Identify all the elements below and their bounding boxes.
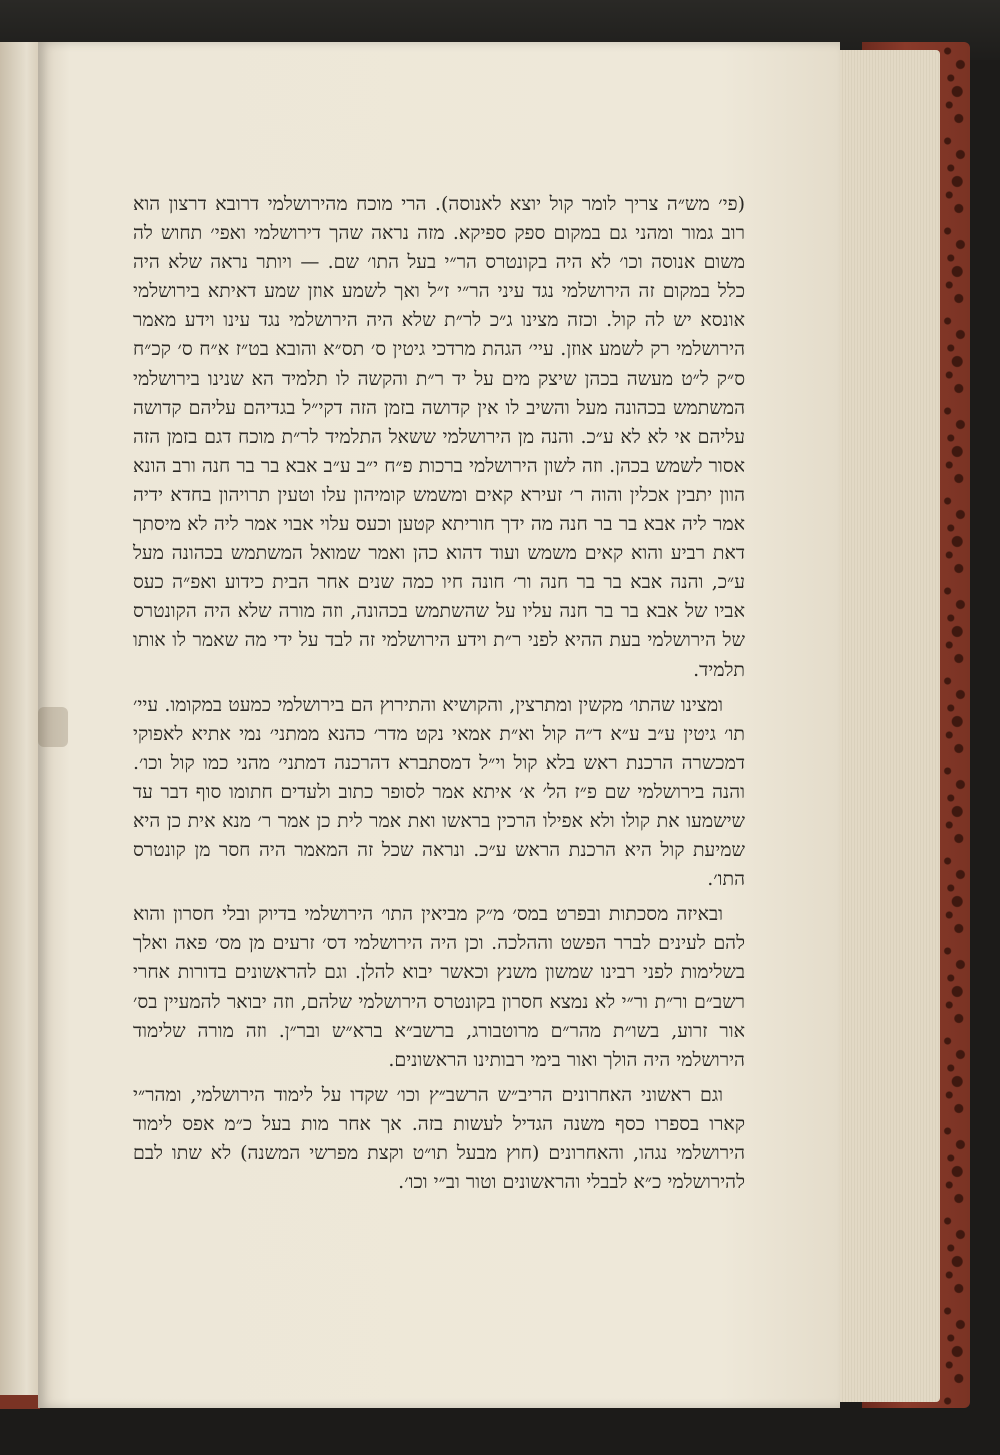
paragraph-4: וגם ראשוני האחרונים הריב״ש הרשב״ץ וכו׳ שקדו על לימוד הירושלמי, ומהר״י קארו בספרו כסף משנה הגדיל לעשות בזה. אך אחר מות בעל כ״מ אפס לימוד הירושלמי נגהו, והאחרונים (חוץ מבעל תו״ט וקצת מפרשי המשנה) לא שתו לבם להירושלמי כ״א לבבלי והראשונים וטור וב״י וכו׳. [133,1083,745,1194]
paragraph-2: ומצינו שהתו׳ מקשין ומתרצין, והקושיא והתירוץ הם בירושלמי כמעט במקומו. עיי׳ תו׳ גיטין ע״ב ע״א ד״ה קול וא״ת אמאי נקט מדר׳ כהנא ממתני׳ נמי אתיא לאפוקי דמכשרה הרכנת ראש בלא קול וי״ל דמסתברא דהרכנה דמתני׳ מהני כמו קול וכו׳. והנה בירושלמי שם פ״ז הל׳ א׳ איתא אמר לסופר כתוב ולעדים חתומו סוף דבר עד שישמעו את קולו ולא אפילו הרכין בראשו ואת אמר לית כן אמר ר׳ מנא אית כן היא שמיעת קול היא הרכנת הראש ע״כ. ונראה שכל זה המאמר היה חסר מן קונטרס התו׳. [133,693,745,891]
page-stain [38,707,68,747]
paragraph-3: ובאיזה מסכתות ובפרט במס׳ מ״ק מביאין התו׳ הירושלמי בדיוק ובלי חסרון והוא להם לעינים לברר הפשט וההלכה. וכן היה הירושלמי דס׳ זרעים מן מס׳ פאה ואלך בשלימות לפני רבינו שמשון משנץ וכאשר יבוא להלן. וגם להראשונים בדורות אחרי רשב״ם ור״ת ור״י לא נמצא חסרון בקונטרס הירושלמי שלהם, וזה יבואר להמעיין בס׳ אור זרוע, בשו״ת מהר״ם מרוטבורג, ברשב״א ברא״ש ובר״ן. וזה מורה שלימוד הירושלמי היה הולך ואור בימי רבותינו הראשונים. [133,903,745,1071]
page-text [133,190,745,1203]
page-edges [832,50,940,1402]
cover-edge-speckle [938,42,970,1408]
left-cover-corner [0,1395,40,1409]
book-page [38,42,840,1408]
paragraph-1: (פי׳ מש״ה צריך לומר קול יוצא לאנוסה). הרי מוכח מהירושלמי דרובא דרצון הוא רוב גמור ומהני גם במקום ספק ספיקא. מזה נראה שהך דירושלמי ואפי׳ תחוש לה משום אנוסה וכו׳ לא היה בקונטרס הר״י בעל התו׳ שם. — ויותר נראה שלא היה כלל במקום זה הירושלמי נגד עיני הר״י ז״ל ואך לשמע אוזן שמע דאיתא בירושלמי אונסא יש לה קול. וכזה מצינו ג״כ לר״ת שלא היה הירושלמי נגד עינו וידע מאמר הירושלמי רק לשמע אוזן. עיי׳ הגהת מרדכי גיטין ס׳ תס״א והובא בט״ז א״ח ס׳ קכ״ח ס״ק ל״ט מעשה בכהן שיצק מים על יד ר״ת והקשה לו תלמיד הא שנינו בירושלמי המשתמש בכהונה מעל והשיב לו אין קדושה בזמן הזה דקי״ל בגדיהם עליהם קדושה עליהם אי לא לא ע״כ. והנה מן הירושלמי ששאל התלמיד לר״ת מוכח דגם בזמן הזה אסור לשמש בכהן. וזה לשון הירושלמי ברכות פ״ח י״ב ע״ב אבא בר בר חנה ורב הונא הוון יתבין אכלין והוה ר׳ זעירא קאים ומשמש קומיהון עלו וטעין תרויהון בחדא ידיה אמר ליה אבא בר בר חנה מה ידך חוריתא קטען וכעס עלוי אבוי אמר ליה לא מיסתך דאת רביע והוא קאים משמש ועוד דהוא כהן ואמר שמואל המשתמש בכהונה מעל ע״כ, והנה אבא בר בר חנה ור׳ חונה חיו כמה שנים אחר הבית כידוע ואפ״ה כעס אביו של אבא בר בר חנה עליו על שהשתמש בכהונה, וזה מורה שלא היה הקונטרס של הירושלמי בעת ההיא לפני ר״ת וידע הירושלמי זה לבד על ידי מה שאמר לו אותו תלמיד. [133,193,745,681]
left-page-edge [0,42,38,1408]
